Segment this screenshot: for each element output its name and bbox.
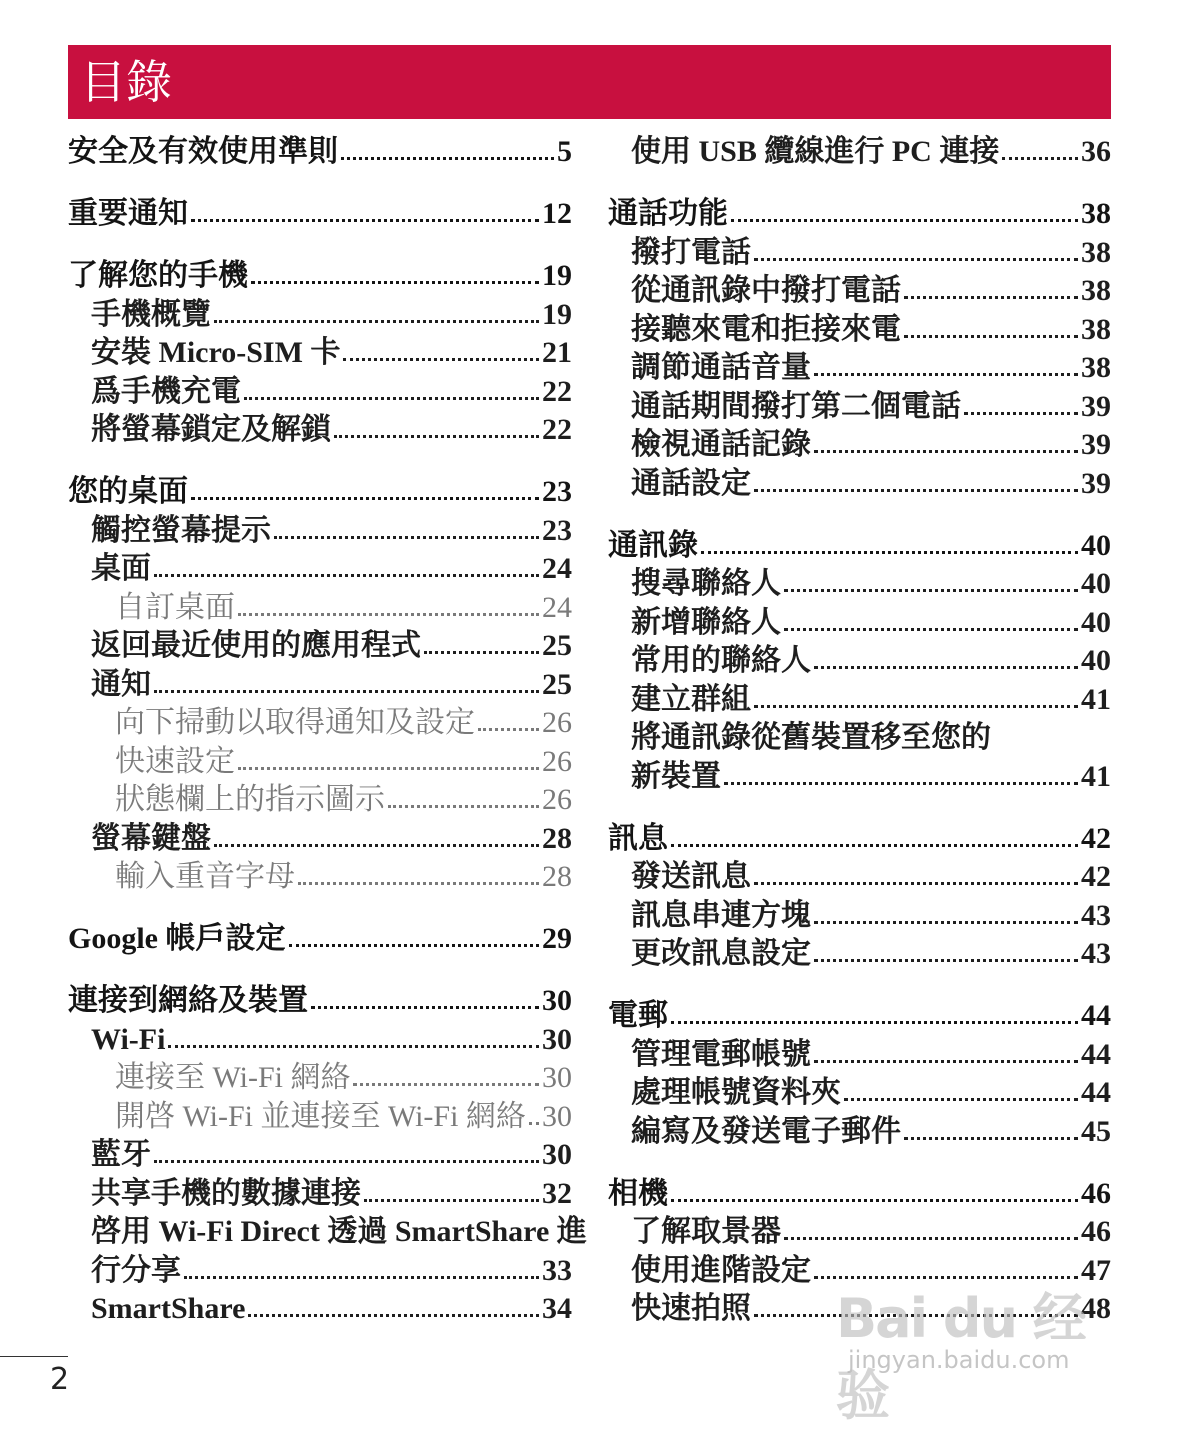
toc-entry-label: 搜尋聯絡人 [631, 567, 781, 600]
toc-entry-label: 藍牙 [91, 1138, 151, 1171]
toc-entry-page: 24 [542, 590, 572, 624]
toc-entry[interactable] [68, 781, 572, 820]
toc-entry[interactable] [608, 997, 1111, 1036]
toc-entry[interactable] [608, 897, 1111, 936]
dot-leader [168, 1045, 539, 1048]
toc-entry-row [631, 1074, 1111, 1113]
toc-entry-page: 5 [557, 135, 572, 168]
toc-entry-label: 手機概覽 [91, 297, 211, 331]
toc-entry-label: 使用進階設定 [631, 1253, 811, 1287]
watermark-url: jingyan.baidu.com [848, 1346, 1070, 1374]
toc-entry-page: 44 [1081, 999, 1111, 1032]
toc-entry-label: 開啓 Wi-Fi 並連接至 Wi-Fi 網絡 [115, 1099, 526, 1133]
toc-entry-row [631, 1113, 1111, 1152]
dot-leader [154, 574, 539, 577]
toc-entry[interactable] [608, 349, 1111, 388]
toc-entry[interactable] [68, 334, 572, 373]
toc-entry[interactable] [608, 1252, 1111, 1291]
toc-entry-row [91, 1252, 572, 1291]
toc-entry-label: 連接到網絡及裝置 [68, 984, 308, 1017]
section-gap [608, 503, 1111, 527]
toc-entry-page: 39 [1081, 389, 1111, 423]
toc-entry-page: 41 [1081, 682, 1111, 716]
toc-entry-row [91, 820, 572, 859]
toc-entry-label: 建立群組 [631, 682, 751, 716]
toc-entry-label: Wi-Fi [91, 1022, 166, 1056]
toc-entry-label: 訊息串連方塊 [631, 898, 811, 932]
dot-leader [754, 489, 1078, 492]
toc-entry-row [91, 666, 572, 705]
toc-entry-row [631, 1036, 1111, 1075]
toc-entry[interactable] [608, 388, 1111, 427]
toc-entry-label: 輸入重音字母 [115, 860, 295, 893]
toc-entry-label: 爲手機充電 [91, 374, 241, 408]
toc-entry-label: 使用 USB 纜線進行 PC 連接 [631, 135, 1000, 168]
toc-entry-page: 23 [542, 475, 572, 508]
toc-entry-page: 23 [542, 513, 572, 547]
toc-entry-page: 19 [542, 259, 572, 292]
toc-entry-row [631, 426, 1111, 465]
toc-entry[interactable] [608, 1175, 1111, 1214]
toc-entry-label-continued: 行分享 [91, 1253, 181, 1287]
toc-entry[interactable] [68, 858, 572, 897]
toc-column-left [68, 133, 587, 1329]
toc-entry-row [631, 565, 1111, 604]
section-gap [68, 234, 572, 258]
toc-entry[interactable] [608, 234, 1111, 273]
dot-leader [214, 844, 539, 847]
section-gap [608, 796, 1111, 820]
dot-leader [251, 281, 539, 284]
toc-entry-page: 26 [542, 783, 572, 816]
toc-entry-label: 啓用 Wi-Fi Direct 透過 SmartShare 進 [91, 1215, 587, 1248]
toc-entry-page: 45 [1081, 1114, 1111, 1148]
toc-entry[interactable] [608, 642, 1111, 681]
toc-entry[interactable] [608, 133, 1111, 172]
toc-entry-label: 連接至 Wi-Fi 網絡 [115, 1061, 351, 1094]
section-gap [68, 959, 572, 983]
toc-entry-page: 32 [542, 1176, 572, 1210]
toc-entry-page: 40 [1081, 605, 1111, 639]
dot-leader [238, 613, 539, 616]
toc-entry[interactable] [68, 1290, 572, 1329]
toc-entry-row [631, 1252, 1111, 1291]
page-title: 目錄 [80, 55, 172, 109]
dot-leader [731, 219, 1078, 222]
dot-leader [814, 921, 1078, 924]
toc-entry-page: 38 [1081, 351, 1111, 384]
section-gap [608, 974, 1111, 998]
dot-leader [814, 959, 1078, 962]
dot-leader [754, 705, 1078, 708]
toc-entry[interactable] [608, 311, 1111, 350]
toc-entry-page: 38 [1081, 274, 1111, 307]
toc-entry-page: 29 [542, 922, 572, 955]
dot-leader [1002, 157, 1078, 160]
toc-entry[interactable] [608, 195, 1111, 234]
toc-entry-page: 38 [1081, 197, 1111, 230]
toc-entry[interactable] [608, 565, 1111, 604]
toc-entry-row [631, 311, 1111, 350]
dot-leader [671, 1021, 1078, 1024]
toc-entry-row [608, 997, 1111, 1036]
dot-leader [784, 628, 1078, 631]
toc-entry-row [68, 920, 572, 959]
toc-entry-label: 快速拍照 [631, 1292, 751, 1325]
toc-entry-page: 26 [542, 744, 572, 778]
toc-entry-row [631, 1213, 1111, 1252]
toc-entry[interactable] [68, 473, 572, 512]
toc-entry-label: 電郵 [608, 999, 668, 1032]
toc-entry[interactable] [608, 272, 1111, 311]
toc-entry-row [631, 681, 1111, 720]
toc-entry-row [608, 195, 1111, 234]
toc-entry-row [91, 1021, 572, 1060]
toc-entry-row [68, 982, 572, 1021]
toc-entry-page: 42 [1081, 860, 1111, 893]
toc-entry-page: 25 [542, 667, 572, 701]
toc-entry-label: 通話期間撥打第二個電話 [631, 389, 961, 423]
toc-entry-page: 44 [1081, 1037, 1111, 1071]
toc-entry-label: 狀態欄上的指示圖示 [115, 783, 385, 816]
toc-entry[interactable] [608, 719, 1111, 796]
toc-entry[interactable] [68, 133, 572, 172]
toc-entry-row [115, 858, 572, 897]
toc-entry-page: 42 [1081, 821, 1111, 855]
dot-leader [814, 450, 1078, 453]
toc-entry-label: 撥打電話 [631, 235, 751, 269]
toc-entry-row [631, 272, 1111, 311]
toc-entry-label: 檢視通話記錄 [631, 428, 811, 461]
toc-entry-page: 39 [1081, 428, 1111, 461]
dot-leader [814, 1276, 1078, 1279]
toc-entry-row [91, 627, 572, 666]
dot-leader [343, 358, 539, 361]
toc-entry-row [91, 512, 572, 551]
toc-entry-label: 您的桌面 [68, 475, 188, 508]
toc-entry-label: 安裝 Micro-SIM 卡 [91, 336, 341, 369]
toc-entry-row [631, 935, 1111, 974]
toc-entry-page: 30 [542, 1099, 572, 1133]
section-gap [68, 450, 572, 474]
dot-leader [478, 728, 539, 731]
toc-entry-label: 重要通知 [68, 197, 188, 230]
dot-leader [274, 536, 539, 539]
toc-entry-row [91, 296, 572, 335]
toc-entry-page: 33 [542, 1253, 572, 1287]
toc-entry-row [631, 758, 1111, 797]
toc-entry-page: 30 [542, 1022, 572, 1056]
toc-entry-page: 46 [1081, 1215, 1111, 1248]
toc-entry-row [631, 604, 1111, 643]
toc-entry-page: 28 [542, 860, 572, 893]
toc-entry-page: 36 [1081, 135, 1111, 168]
dot-leader [289, 944, 540, 947]
dot-leader [191, 497, 539, 500]
dot-leader [341, 157, 554, 160]
toc-entry-page: 30 [542, 1061, 572, 1094]
toc-entry-label: 共享手機的數據連接 [91, 1176, 361, 1210]
toc-entry-page: 30 [542, 1138, 572, 1171]
toc-entry[interactable] [68, 512, 572, 551]
toc-entry[interactable] [608, 820, 1111, 859]
dot-leader [671, 1199, 1078, 1202]
toc-entry-page: 26 [542, 706, 572, 739]
dot-leader [814, 373, 1078, 376]
toc-entry[interactable] [68, 589, 572, 628]
toc-entry-row [68, 257, 572, 296]
toc-entry[interactable] [68, 982, 572, 1021]
toc-entry-row [91, 1290, 572, 1329]
toc-entry-label: 通知 [91, 667, 151, 701]
title-banner [68, 45, 1111, 119]
toc-entry-row [91, 550, 572, 589]
toc-entry-row [91, 411, 572, 450]
toc-entry-row [68, 195, 572, 234]
toc-entry-row [91, 1175, 572, 1214]
toc-entry-label: 從通訊錄中撥打電話 [631, 274, 901, 307]
toc-entry-page: 24 [542, 552, 572, 585]
toc-entry[interactable] [68, 1021, 572, 1060]
toc-entry-page: 40 [1081, 528, 1111, 562]
dot-leader [724, 782, 1078, 785]
toc-entry[interactable] [68, 296, 572, 335]
toc-entry-page: 21 [542, 336, 572, 369]
toc-entry-row [631, 349, 1111, 388]
toc-entry[interactable] [68, 550, 572, 589]
toc-entry-page: 40 [1081, 567, 1111, 600]
toc-entry-row [631, 234, 1111, 273]
toc-entry-page: 30 [542, 984, 572, 1017]
toc-entry-row [115, 1059, 572, 1098]
dot-leader [904, 296, 1078, 299]
dot-leader [214, 320, 539, 323]
section-gap [608, 172, 1111, 196]
toc-entry-label: 管理電郵帳號 [631, 1037, 811, 1071]
toc-entry-label: 安全及有效使用準則 [68, 135, 338, 168]
toc-entry-row [631, 388, 1111, 427]
toc-column-right [608, 133, 1111, 1329]
toc-entry-label: 通話設定 [631, 466, 751, 500]
toc-entry[interactable] [68, 411, 572, 450]
dot-leader [184, 1276, 539, 1279]
dot-leader [154, 1160, 539, 1163]
watermark-brand: Bai du 经验 [836, 1287, 1085, 1427]
toc-entry-row [115, 781, 572, 820]
toc-entry[interactable] [68, 1098, 572, 1137]
section-gap [608, 1151, 1111, 1175]
toc-entry-page: 44 [1081, 1076, 1111, 1109]
footer-rule [0, 1356, 68, 1357]
toc-entry[interactable] [68, 820, 572, 859]
toc-entry-page: 40 [1081, 644, 1111, 677]
section-gap [68, 172, 572, 196]
toc-entry-page: 43 [1081, 898, 1111, 932]
dot-leader [311, 1006, 539, 1009]
toc-entry-page: 46 [1081, 1176, 1111, 1210]
section-gap [68, 897, 572, 921]
toc-entry[interactable] [68, 920, 572, 959]
dot-leader [754, 1314, 1078, 1317]
toc-entry[interactable] [608, 1213, 1111, 1252]
toc-entry-label: 將螢幕鎖定及解鎖 [91, 413, 331, 446]
toc-entry-page: 43 [1081, 937, 1111, 970]
toc-entry[interactable] [68, 666, 572, 705]
toc-entry-label: 新增聯絡人 [631, 605, 781, 639]
toc-entry-page: 39 [1081, 466, 1111, 500]
toc-entry-page: 22 [542, 374, 572, 408]
toc-entry-row [608, 527, 1111, 566]
toc-entry-label: 自訂桌面 [115, 590, 235, 624]
toc-entry-label: 通訊錄 [608, 528, 698, 562]
toc-entry[interactable] [608, 935, 1111, 974]
toc-entry[interactable] [608, 1074, 1111, 1113]
toc-entry[interactable] [608, 858, 1111, 897]
toc-entry-row [115, 589, 572, 628]
dot-leader [298, 882, 539, 885]
toc-entry[interactable] [608, 1290, 1111, 1329]
toc-entry-label: 更改訊息設定 [631, 937, 811, 970]
toc-entry[interactable] [68, 1059, 572, 1098]
dot-leader [754, 258, 1078, 261]
dot-leader [814, 666, 1078, 669]
toc-entry[interactable] [608, 1036, 1111, 1075]
dot-leader [244, 397, 539, 400]
toc-entry[interactable] [608, 604, 1111, 643]
dot-leader [964, 412, 1078, 415]
toc-entry-row [631, 465, 1111, 504]
toc-entry-row [91, 1136, 572, 1175]
toc-entry[interactable] [68, 627, 572, 666]
toc-entry-label: Google 帳戶設定 [68, 922, 286, 955]
toc-entry[interactable] [68, 1175, 572, 1214]
toc-entry[interactable] [68, 704, 572, 743]
toc-entry-page: 19 [542, 297, 572, 331]
toc-entry-label: 桌面 [91, 552, 151, 585]
toc-entry-page: 22 [542, 413, 572, 446]
toc-entry-label: 觸控螢幕提示 [91, 513, 271, 547]
toc-entry-label: 編寫及發送電子郵件 [631, 1114, 901, 1148]
toc-entry-label-continued: 新裝置 [631, 759, 721, 793]
dot-leader [904, 335, 1078, 338]
toc-entry-label: 處理帳號資料夾 [631, 1076, 841, 1109]
toc-entry[interactable] [68, 743, 572, 782]
dot-leader [238, 767, 539, 770]
toc-entry[interactable] [68, 373, 572, 412]
toc-entry-label: 螢幕鍵盤 [91, 821, 211, 855]
toc-entry-row [608, 820, 1111, 859]
dot-leader [784, 1237, 1078, 1240]
toc-entry-label: 接聽來電和拒接來電 [631, 312, 901, 346]
toc-entry[interactable] [608, 1113, 1111, 1152]
page-number: 2 [50, 1362, 70, 1397]
toc-entry[interactable] [608, 426, 1111, 465]
toc-entry-label: 返回最近使用的應用程式 [91, 629, 421, 662]
toc-entry[interactable] [68, 195, 572, 234]
toc-entry[interactable] [608, 681, 1111, 720]
toc-entry-row [115, 743, 572, 782]
dot-leader [364, 1199, 539, 1202]
toc-entry-page: 25 [542, 629, 572, 662]
toc-entry-label: 向下掃動以取得通知及設定 [115, 706, 475, 739]
toc-entry-label: 常用的聯絡人 [631, 644, 811, 677]
toc-entry-page: 41 [1081, 759, 1111, 793]
dot-leader [191, 219, 539, 222]
toc-entry-page: 47 [1081, 1253, 1111, 1287]
toc-entry-row [91, 334, 572, 373]
toc-entry-row [631, 897, 1111, 936]
toc-entry-row [631, 1290, 1111, 1329]
toc-entry-page: 34 [542, 1292, 572, 1325]
toc-entry-page: 12 [542, 197, 572, 230]
toc-entry[interactable] [68, 1136, 572, 1175]
toc-entry-label: 通話功能 [608, 197, 728, 230]
toc-entry-page: 38 [1081, 235, 1111, 269]
toc-entry[interactable] [68, 257, 572, 296]
dot-leader [844, 1098, 1078, 1101]
dot-leader [784, 589, 1078, 592]
dot-leader [814, 1060, 1078, 1063]
toc-entry-page: 48 [1081, 1292, 1111, 1325]
toc-entry-page: 28 [542, 821, 572, 855]
toc-entry-row [115, 1098, 572, 1137]
dot-leader [424, 651, 539, 654]
toc-entry[interactable] [608, 527, 1111, 566]
dot-leader [248, 1314, 539, 1317]
toc-entry-row [91, 373, 572, 412]
toc-entry-label: 快速設定 [115, 744, 235, 778]
dot-leader [701, 551, 1078, 554]
dot-leader [671, 844, 1078, 847]
toc-entry[interactable] [68, 1213, 587, 1290]
toc-entry-row [631, 642, 1111, 681]
toc-entry-row [115, 704, 572, 743]
toc-entry-label: 了解取景器 [631, 1215, 781, 1248]
toc-entry-row [68, 133, 572, 172]
toc-entry-label: SmartShare [91, 1292, 246, 1325]
toc-entry-row [68, 473, 572, 512]
toc-entry-row [631, 133, 1111, 172]
toc-entry-row [631, 858, 1111, 897]
toc-entry[interactable] [608, 465, 1111, 504]
toc-entry-label: 訊息 [608, 821, 668, 855]
toc-entry-label: 相機 [608, 1176, 668, 1210]
toc-entry-label: 了解您的手機 [68, 259, 248, 292]
dot-leader [154, 690, 539, 693]
toc-entry-label: 將通訊錄從舊裝置移至您的 [631, 721, 991, 754]
toc-entry-label: 調節通話音量 [631, 351, 811, 384]
dot-leader [904, 1137, 1078, 1140]
dot-leader [529, 1122, 539, 1125]
dot-leader [353, 1083, 539, 1086]
dot-leader [334, 435, 539, 438]
toc-entry-row [608, 1175, 1111, 1214]
dot-leader [388, 805, 539, 808]
toc-entry-label: 發送訊息 [631, 860, 751, 893]
toc-entry-page: 38 [1081, 312, 1111, 346]
dot-leader [754, 882, 1078, 885]
